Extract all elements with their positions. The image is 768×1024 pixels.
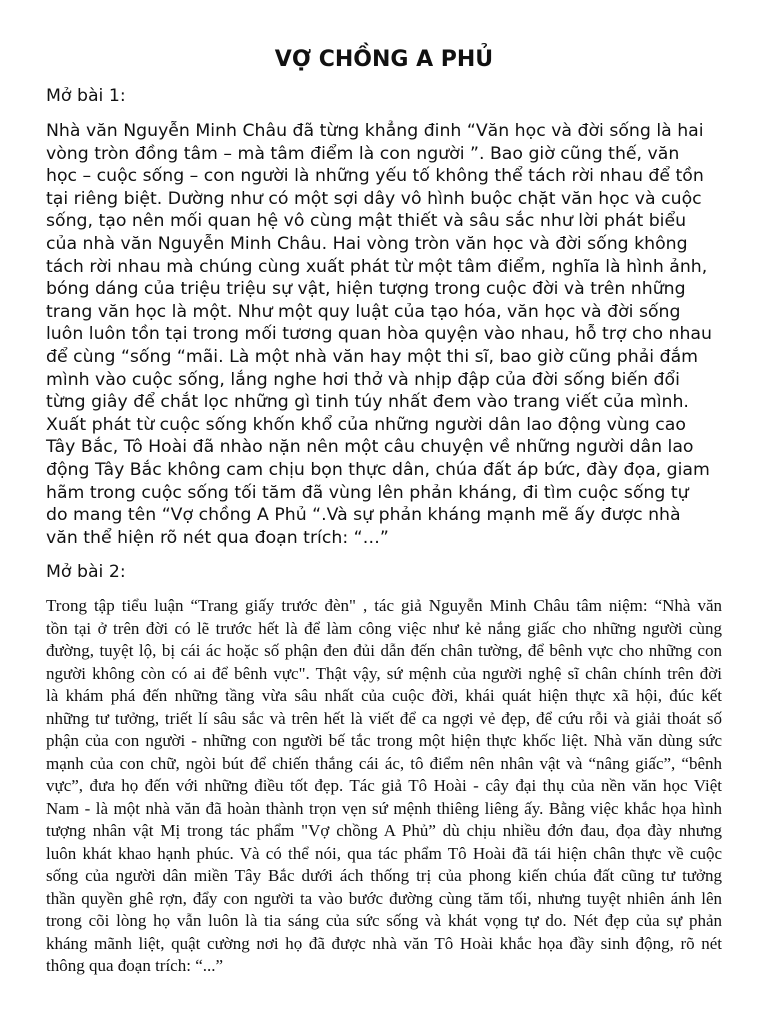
paragraph-line: sống của người dân miền Tây Bắc dưới ách thống trị của phong kiến chúa đất cũng tư tưởng (46, 866, 722, 885)
paragraph-line: kháng mãnh liệt, quật cường nơi họ đã được nhà văn Tô Hoài khắc họa đầy sinh động, rõ nét (46, 933, 722, 953)
paragraph-line: bóng dáng của triệu triệu sự vật, hiện tượng trong cuộc đời và trên những (46, 279, 686, 300)
paragraph-line: trang văn học là một. Như một quy luật của tạo hóa, văn học và đời sống (46, 301, 681, 322)
paragraph-line: mình vào cuộc sống, lắng nghe hơi thở và nhịp đập của đời sống biến đổi (46, 369, 680, 390)
paragraph-line: luôn luôn tồn tại trong mối tương quan hòa quyện vào nhau, hỗ trợ cho nhau (46, 324, 712, 345)
paragraph-line: vực”, đưa họ đến với những điều tốt đẹp. Tác giả Tô Hoài - cây đại thụ của nền văn học Việt (46, 776, 722, 795)
paragraph-line: là khám phá đến những tầng vừa sâu nhất của cuộc đời, khái quát hiện thực xã hội, đúc kết (46, 686, 722, 705)
paragraph-line: tách rời nhau mà chúng cùng xuất phát từ một tâm điểm, nghĩa là hình ảnh, (46, 256, 708, 277)
paragraph (46, 120, 722, 549)
section-heading: Mở bài 2: (46, 562, 126, 582)
paragraph-line: do mang tên “Vợ chồng A Phủ “.Và sự phản kháng mạnh mẽ ấy được nhà (46, 505, 681, 526)
paragraph-line: luôn khát khao hạnh phúc. Và có thể nói, qua tác phẩm Tô Hoài đã tái hiện chân thực về cuộc (46, 843, 722, 863)
paragraph-line: đường, tuyệt lộ, bị cái ác hoặc số phận đen đủi dẫn đến chân tường, để bênh vực cho những con (46, 641, 722, 660)
paragraph-line: phận của con người - những con người bế tắc trong một hiện thực khốc liệt. Nhà văn dùng sức (46, 731, 722, 750)
document-title: VỢ CHỒNG A PHỦ (274, 47, 494, 72)
paragraph-line: Tây Bắc, Tô Hoài đã nhào nặn nên một câu chuyện về những người dân lao (46, 437, 694, 458)
paragraph-line: thần quyền ghê rợn, đẩy con người ta vào bước đường cùng tăm tối, nhưng tuyệt nhiên ánh lên (46, 888, 722, 908)
paragraph-line: trong cõi lòng họ vẫn luôn là tia sáng của sức sống và khát vọng tự do. Nét đẹp của sự phản (46, 911, 722, 930)
paragraph-line: tại riêng biệt. Dường như có một sợi dây vô hình buộc chặt văn học và cuộc (46, 188, 702, 209)
paragraph (46, 595, 722, 978)
paragraph-line: tượng nhân vật Mị trong tác phẩm "Vợ chồng A Phủ” dù chịu nhiều đớn đau, đọa đày nhưng (46, 821, 722, 840)
paragraph-line: để cùng “sống “mãi. Là một nhà văn hay một thi sĩ, bao giờ cũng phải đắm (46, 346, 698, 367)
paragraph-line: Nam - là một nhà văn đã hoàn thành trọn vẹn sứ mệnh thiêng liêng ấy. Bằng việc khắc họa hình (46, 798, 722, 818)
paragraph-line: của nhà văn Nguyễn Minh Châu. Hai vòng tròn văn học và đời sống không (46, 233, 688, 254)
paragraph-line: sống, tạo nên mối quan hệ vô cùng mật thiết và sâu sắc như lời phát biểu (46, 211, 687, 232)
paragraph-line: vòng tròn đồng tâm – mà tâm điểm là con người ”. Bao giờ cũng thế, văn (46, 143, 680, 164)
paragraph-line: người không còn có ai để bênh vực". Thật vậy, sứ mệnh của người nghệ sĩ chân chính trên đời (46, 663, 722, 683)
paragraph-line: văn thể hiện rõ nét qua đoạn trích: “…” (46, 527, 389, 548)
paragraph-line: học – cuộc sống – con người là những yếu tố không thể tách rời nhau để tồn (46, 166, 704, 187)
paragraph-line: Xuất phát từ cuộc sống khốn khổ của những người dân lao động vùng cao (46, 414, 686, 435)
paragraph-line: hãm trong cuộc sống tối tăm đã vùng lên phản kháng, đi tìm cuộc sống tự (46, 482, 689, 503)
paragraph-line: động Tây Bắc không cam chịu bọn thực dân, chúa đất áp bức, đày đọa, giam (46, 459, 710, 480)
section-heading: Mở bài 1: (46, 86, 126, 106)
paragraph-line: mạnh của con chữ, ngòi bút để chiến thắng cái ác, tô điểm nên nhân vật và “nâng giấc”, “bênh (46, 753, 722, 773)
paragraph-line: thông qua đoạn trích: “...” (46, 956, 224, 975)
paragraph-line: tồn tại ở trên đời có lẽ trước hết là để làm công việc như kẻ nắng giấc cho những người cùng (46, 618, 722, 638)
paragraph-line: những tư tưởng, triết lí sâu sắc và trên hết là viết để ca ngợi vẻ đẹp, để cứu rỗi và giải thoát số (46, 708, 722, 728)
paragraph-line: Nhà văn Nguyễn Minh Châu đã từng khẳng đinh “Văn học và đời sống là hai (46, 121, 704, 141)
paragraph-line: từng giây để chắt lọc những gì tinh túy nhất đem vào trang viết của mình. (46, 392, 689, 413)
paragraph-line: Trong tập tiểu luận “Trang giấy trước đèn" , tác giả Nguyễn Minh Châu tâm niệm: “Nhà văn (46, 596, 722, 615)
